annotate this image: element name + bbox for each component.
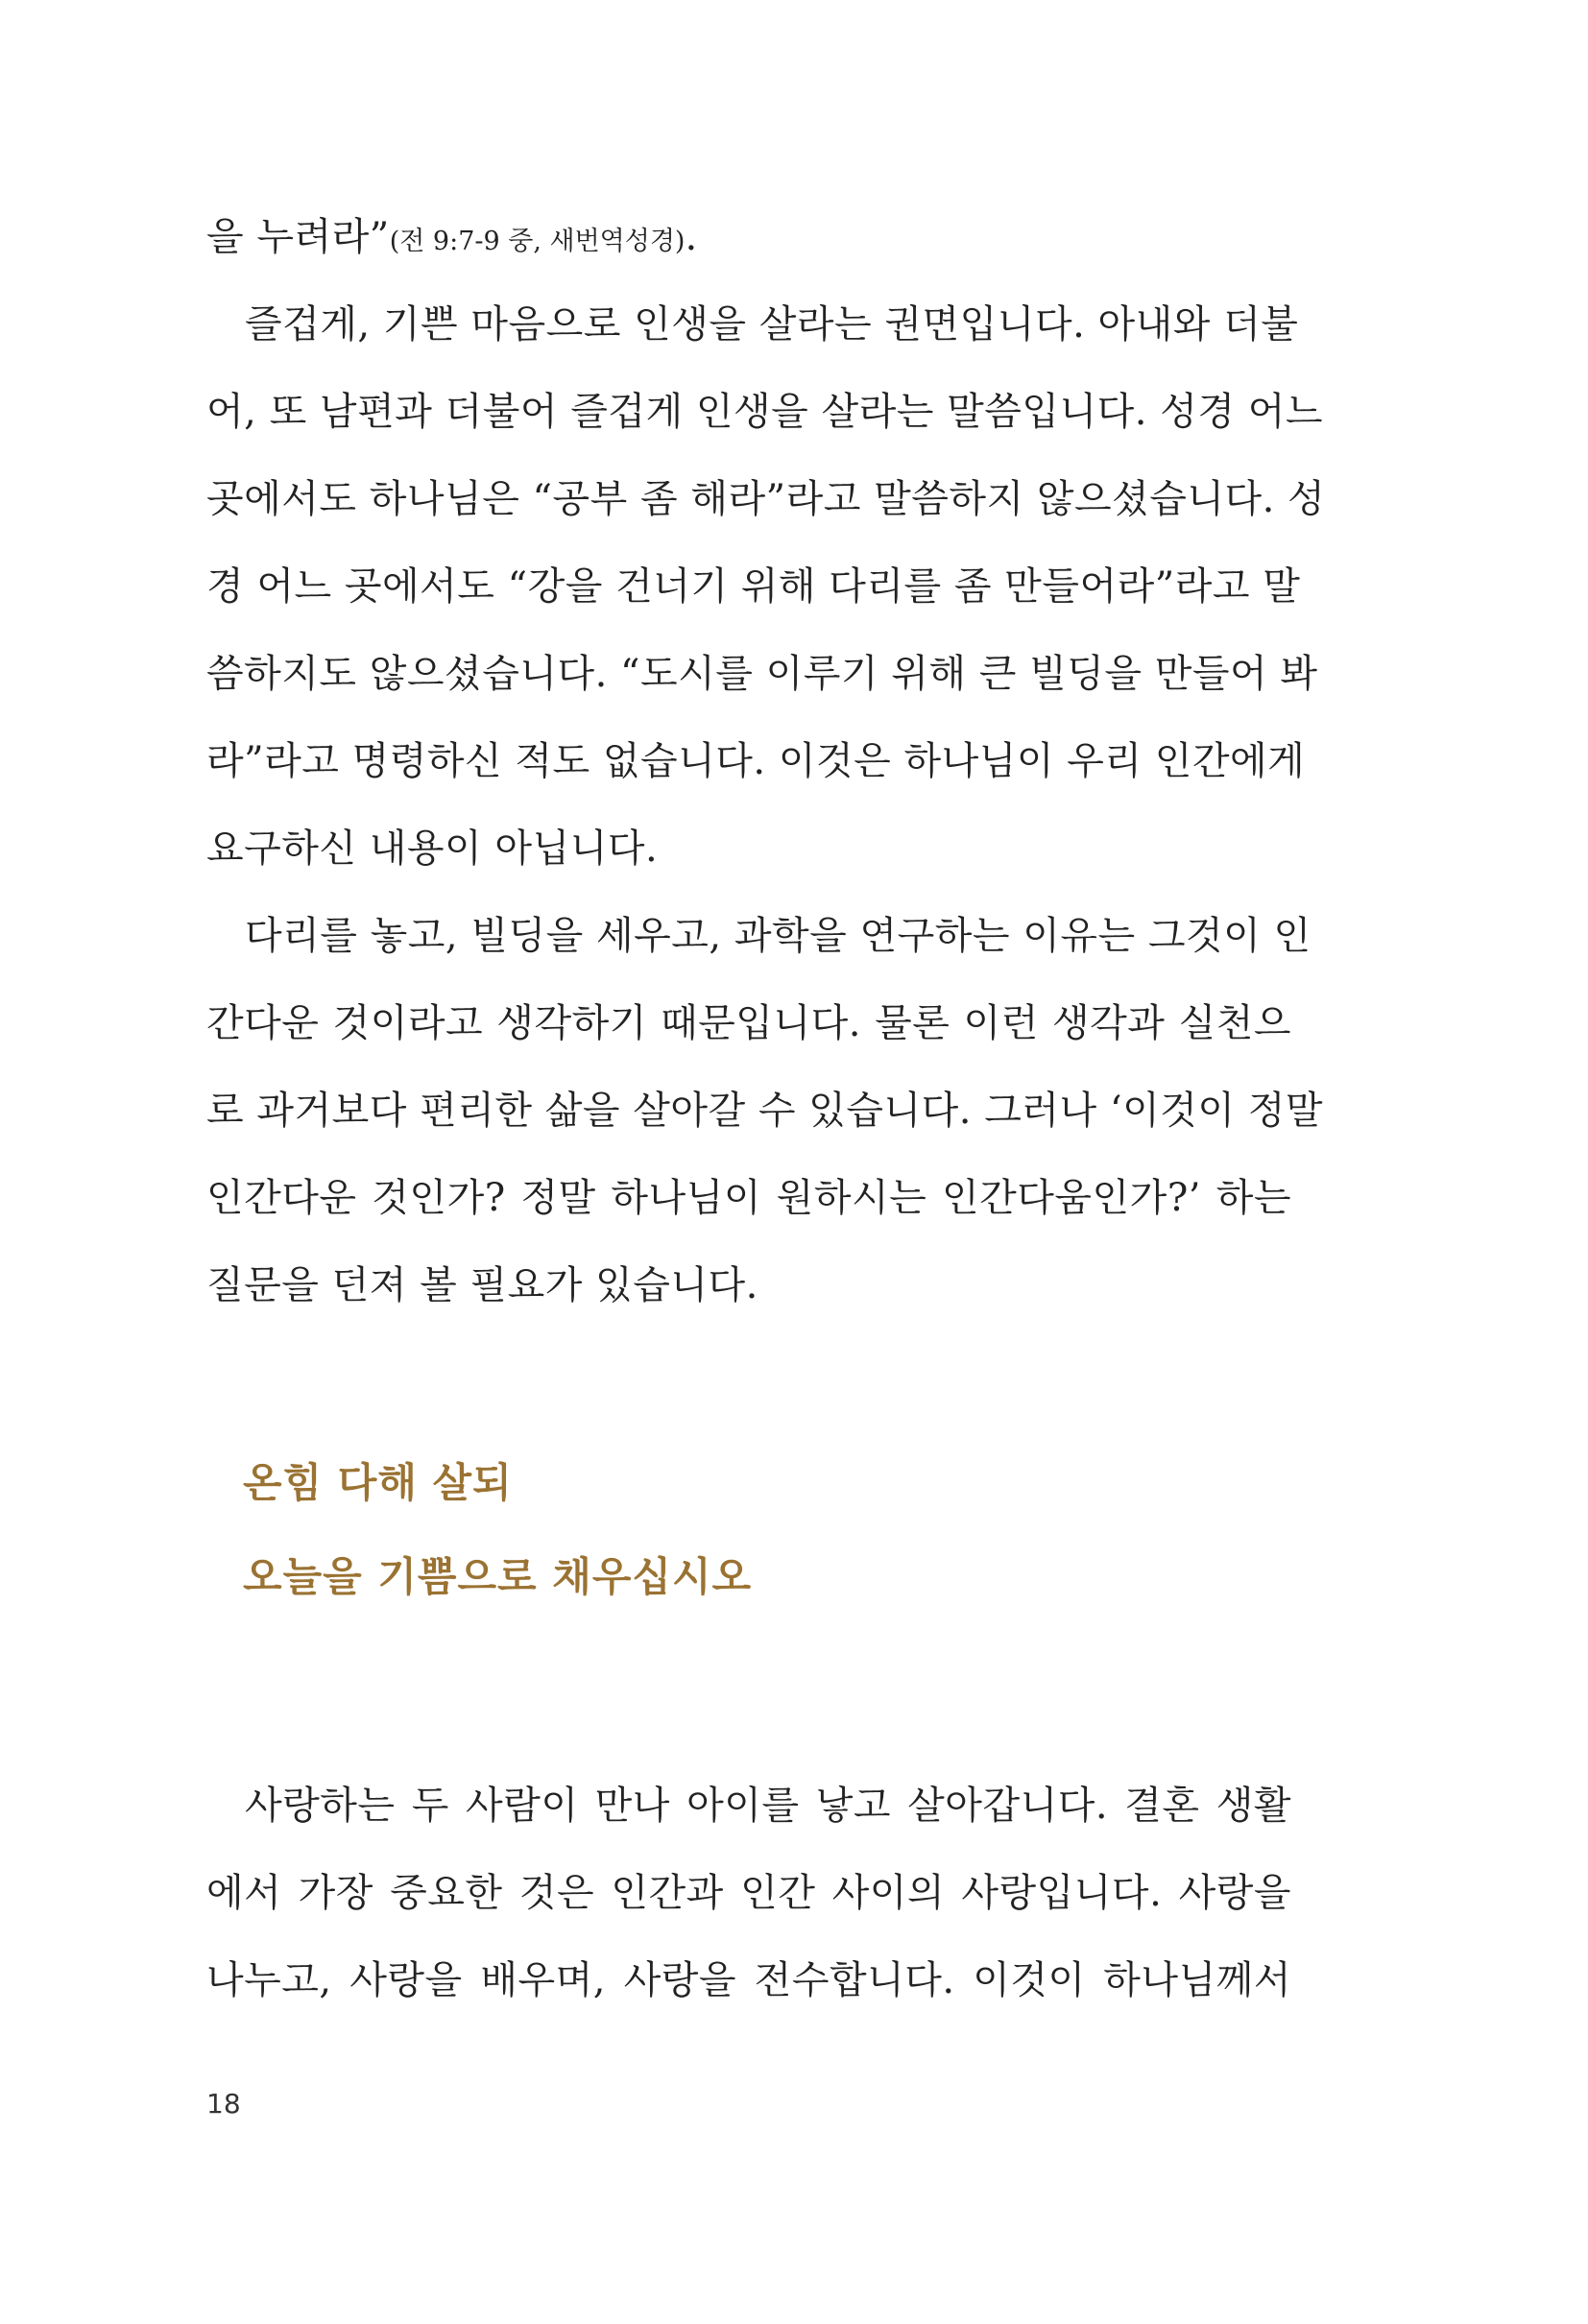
paragraph-1-line-6: 라”라고 명령하신 적도 없습니다. 이것은 하나님이 우리 인간에게 [206,739,1306,783]
paragraph-1-line-1: 즐겁게, 기쁜 마음으로 인생을 살라는 권면입니다. 아내와 더불 [245,302,1299,347]
paragraph-3-line-2: 에서 가장 중요한 것은 인간과 인간 사이의 사랑입니다. 사랑을 [206,1871,1291,1915]
section-heading-line-2: 오늘을 기쁨으로 채우십시오 [243,1553,753,1600]
paragraph-2-line-1: 다리를 놓고, 빌딩을 세우고, 과학을 연구하는 이유는 그것이 인 [245,914,1311,958]
section-heading-line-1: 온힘 다해 살되 [243,1459,513,1506]
paragraph-2-line-2: 간다운 것이라고 생각하기 때문입니다. 물론 이런 생각과 실천으 [206,1001,1291,1045]
paragraph-1-line-7: 요구하신 내용이 아닙니다. [206,827,659,871]
quote-ending-line [206,194,1291,281]
paragraph-1-line-4: 경 어느 곳에서도 “강을 건너기 위해 다리를 좀 만들어라”라고 말 [206,564,1301,609]
paragraph-3-line-1: 사랑하는 두 사람이 만나 아이를 낳고 살아갑니다. 결혼 생활 [245,1784,1291,1828]
paragraph-2-line-3: 로 과거보다 편리한 삶을 살아갈 수 있습니다. 그러나 ‘이것이 정말 [206,1089,1324,1133]
paragraph-1-line-2: 어, 또 남편과 더불어 즐겁게 인생을 살라는 말씀입니다. 성경 어느 [206,390,1324,434]
quote-end-period: . [685,215,698,259]
body-text-block-1 [206,194,1326,1330]
page-number: 18 [206,2088,241,2120]
paragraph-1-line-3: 곳에서도 하나님은 “공부 좀 해라”라고 말씀하지 않으셨습니다. 성 [206,477,1326,521]
quote-end-text: 을 누려라” [206,215,390,259]
body-text-block-2 [206,1762,1291,2025]
paragraph-1-line-5: 씀하지도 않으셨습니다. “도시를 이루기 위해 큰 빌딩을 만들어 봐 [206,652,1318,696]
paragraph-2-line-4: 인간다운 것인가? 정말 하나님이 원하시는 인간다움인가?’ 하는 [206,1176,1291,1220]
paragraph-2-line-5: 질문을 던져 볼 필요가 있습니다. [206,1263,758,1307]
paragraph-3-line-3: 나누고, 사랑을 배우며, 사랑을 전수합니다. 이것이 하나님께서 [206,1958,1291,2002]
quote-citation: (전 9:7-9 중, 새번역성경) [389,227,686,256]
